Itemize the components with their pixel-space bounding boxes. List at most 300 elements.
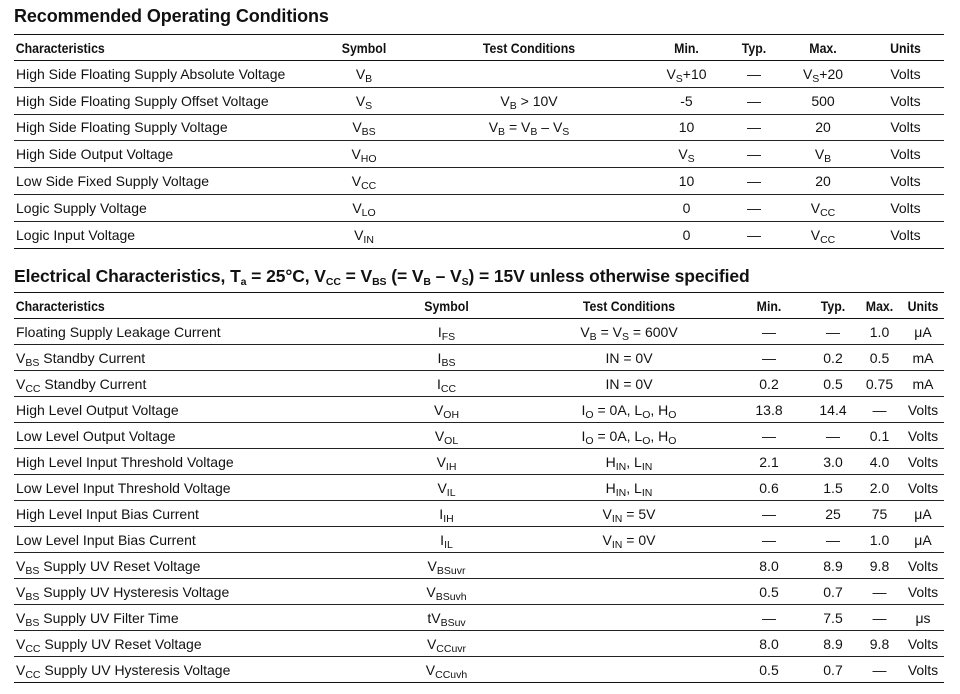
cell-max <box>857 371 902 397</box>
cell-symbol <box>364 501 529 527</box>
cell-text: 0.2 <box>759 375 779 392</box>
cell-units <box>867 194 944 221</box>
cell-max <box>857 553 902 579</box>
cell-test-conditions <box>414 168 644 195</box>
cell-units <box>867 141 944 168</box>
cell-sub: BS <box>25 590 40 603</box>
cell-characteristic <box>14 194 314 221</box>
cell-min <box>729 397 809 423</box>
title-sub: a <box>240 276 247 288</box>
cell-text: Low Level Input Threshold Voltage <box>16 479 231 496</box>
cell-max <box>779 221 867 248</box>
cell-text: Standby Current <box>40 375 147 392</box>
cell-text: — <box>762 427 776 444</box>
electrical-characteristics-section <box>14 264 944 683</box>
cell-sub: O <box>668 408 677 421</box>
cell-text: V <box>351 146 361 163</box>
cell-text: — <box>872 661 887 678</box>
cell-text: I <box>437 349 442 366</box>
header-typ: Typ. <box>732 35 776 61</box>
cell-units <box>902 605 944 631</box>
cell-text: 8.9 <box>823 635 843 652</box>
cell-text: 25 <box>825 505 841 522</box>
cell-text: V <box>810 199 821 216</box>
cell-text: , L <box>626 479 642 496</box>
cell-typ <box>809 371 857 397</box>
cell-min <box>644 114 729 141</box>
cell-text: Volts <box>907 583 939 600</box>
cell-text: Logic Input Voltage <box>16 226 136 243</box>
table-row <box>14 501 944 527</box>
table-row <box>14 194 944 221</box>
cell-text: 500 <box>811 92 835 109</box>
cell-min <box>729 345 809 371</box>
cell-sub: OH <box>443 408 460 421</box>
cell-typ <box>809 657 857 683</box>
cell-units <box>867 61 944 88</box>
cell-test-conditions <box>414 194 644 221</box>
cell-text: H <box>605 453 616 470</box>
cell-units <box>867 221 944 248</box>
cell-text: Supply UV Reset Voltage <box>40 635 202 652</box>
cell-typ <box>809 631 857 657</box>
cell-sub: BSuv <box>440 616 466 629</box>
cell-text: V <box>678 146 688 163</box>
cell-text: Volts <box>907 635 939 652</box>
cell-text: 4.0 <box>869 453 890 470</box>
cell-text: +20 <box>819 65 844 82</box>
cell-max <box>857 423 902 449</box>
cell-min <box>729 631 809 657</box>
cell-min <box>729 657 809 683</box>
cell-typ <box>809 345 857 371</box>
cell-min <box>729 371 809 397</box>
header-characteristics: Characteristics <box>14 293 322 319</box>
cell-text: 1.0 <box>869 323 890 340</box>
cell-sub: IL <box>444 538 453 551</box>
cell-symbol <box>364 371 529 397</box>
cell-text: 0.1 <box>869 427 890 444</box>
cell-text: — <box>826 531 840 548</box>
table-row <box>14 631 944 657</box>
cell-text: 1.0 <box>869 531 890 548</box>
cell-units <box>867 114 944 141</box>
cell-typ <box>729 141 779 168</box>
cell-typ <box>809 423 857 449</box>
cell-text: I <box>581 401 586 418</box>
cell-typ <box>809 475 857 501</box>
cell-text: V <box>355 92 366 109</box>
cell-text: — <box>872 583 887 600</box>
table-row <box>14 397 944 423</box>
cell-text: 2.1 <box>759 453 779 470</box>
header-min: Min. <box>734 293 804 319</box>
cell-sub: IN <box>363 233 374 246</box>
cell-test-conditions <box>529 423 729 449</box>
cell-text: Volts <box>890 92 921 109</box>
cell-min <box>729 579 809 605</box>
title-part: (= V <box>386 266 424 286</box>
cell-text: Supply UV Hysteresis Voltage <box>39 583 230 600</box>
cell-text: H <box>605 479 616 496</box>
cell-text: 10 <box>678 119 695 136</box>
cell-test-conditions <box>414 87 644 114</box>
cell-symbol <box>364 423 529 449</box>
cell-sub: IH <box>445 460 457 473</box>
cell-sub: B <box>498 126 506 139</box>
cell-text: Volts <box>907 479 939 496</box>
cell-text: I <box>581 427 586 444</box>
title-part: = V <box>340 266 373 286</box>
header-characteristics: Characteristics <box>14 35 278 61</box>
cell-text: – V <box>537 119 563 136</box>
cell-text: High Side Floating Supply Absolute Voltage <box>16 65 286 82</box>
cell-sub: CC <box>25 382 41 395</box>
cell-text: Supply UV Reset Voltage <box>39 557 201 574</box>
cell-min <box>729 319 809 345</box>
cell-sub: CCuvr <box>436 642 467 655</box>
cell-min <box>729 527 809 553</box>
cell-text: High Side Floating Supply Offset Voltage <box>16 92 269 109</box>
cell-characteristic <box>14 345 364 371</box>
cell-characteristic <box>14 141 314 168</box>
cell-min <box>729 423 809 449</box>
cell-text: I <box>437 323 442 340</box>
cell-min <box>644 87 729 114</box>
cell-sub: S <box>812 72 820 85</box>
title-sub: S <box>461 276 469 288</box>
cell-sub: IL <box>446 486 456 499</box>
cell-text: Low Level Output Voltage <box>16 427 176 444</box>
cell-min <box>729 553 809 579</box>
cell-text: = 0V <box>622 531 656 548</box>
cell-sub: O <box>642 434 651 447</box>
cell-typ <box>809 397 857 423</box>
cell-characteristic <box>14 87 314 114</box>
cell-text: — <box>826 323 840 340</box>
cell-text: V <box>16 375 26 392</box>
cell-symbol <box>364 397 529 423</box>
cell-units <box>902 553 944 579</box>
cell-min <box>644 141 729 168</box>
recommended-table-body <box>14 61 944 249</box>
cell-text: V <box>352 119 362 136</box>
cell-sub: IN <box>611 538 623 551</box>
cell-text: Volts <box>890 173 921 190</box>
cell-text: V <box>16 583 26 600</box>
cell-sub: O <box>642 408 651 421</box>
cell-min <box>644 221 729 248</box>
cell-text: High Level Input Bias Current <box>16 505 199 522</box>
cell-text: V <box>433 401 444 418</box>
cell-text: V <box>16 635 26 652</box>
cell-max <box>779 141 867 168</box>
cell-text: Volts <box>907 401 939 418</box>
cell-characteristic <box>14 423 364 449</box>
cell-text: 0.7 <box>823 661 843 678</box>
cell-text: Volts <box>890 226 921 243</box>
cell-max <box>857 345 902 371</box>
cell-text: — <box>826 427 840 444</box>
cell-text: Volts <box>907 557 939 574</box>
cell-symbol <box>364 657 529 683</box>
cell-text: — <box>747 92 761 109</box>
cell-symbol <box>364 579 529 605</box>
cell-text: V <box>666 65 676 82</box>
cell-text: 13.8 <box>755 401 783 418</box>
cell-characteristic <box>14 605 364 631</box>
electrical-table <box>14 292 944 683</box>
header-min: Min. <box>649 35 724 61</box>
table-row <box>14 61 944 88</box>
cell-text: V <box>814 146 825 163</box>
cell-text: V <box>602 531 612 548</box>
cell-characteristic <box>14 168 314 195</box>
cell-test-conditions <box>529 371 729 397</box>
cell-characteristic <box>14 553 364 579</box>
header-units: Units <box>905 293 942 319</box>
cell-max <box>779 168 867 195</box>
cell-text: — <box>747 146 761 163</box>
cell-text: Volts <box>907 453 939 470</box>
cell-text: Logic Supply Voltage <box>16 199 147 216</box>
cell-units <box>902 475 944 501</box>
cell-sub: IN <box>615 486 627 499</box>
cell-test-conditions <box>529 553 729 579</box>
cell-text: Standby Current <box>39 349 146 366</box>
cell-typ <box>809 553 857 579</box>
cell-text: = V <box>505 119 531 136</box>
header-test-conditions: Test Conditions <box>541 293 717 319</box>
cell-test-conditions <box>414 141 644 168</box>
cell-text: Floating Supply Leakage Current <box>16 323 221 340</box>
cell-text: μA <box>914 505 932 522</box>
cell-max <box>779 87 867 114</box>
cell-text: Volts <box>890 199 921 216</box>
cell-text: , H <box>650 401 669 418</box>
cell-text: V <box>426 635 437 652</box>
cell-text: V <box>425 661 436 678</box>
header-test-conditions: Test Conditions <box>428 35 630 61</box>
header-max: Max. <box>860 293 900 319</box>
cell-max <box>779 114 867 141</box>
cell-text: V <box>16 349 26 366</box>
cell-test-conditions <box>529 397 729 423</box>
recommended-section-title: Recommended Operating Conditions <box>14 6 329 26</box>
cell-text: Volts <box>907 661 939 678</box>
cell-text: 0.7 <box>823 583 843 600</box>
cell-text: 0 <box>682 226 691 243</box>
cell-text: 9.8 <box>869 557 890 574</box>
title-sub: BS <box>372 276 387 288</box>
cell-sub: CC <box>361 180 377 193</box>
cell-text: tV <box>427 609 441 626</box>
electrical-section-title <box>14 264 944 292</box>
cell-max <box>779 194 867 221</box>
cell-sub: S <box>675 72 683 85</box>
cell-sub: IN <box>641 486 653 499</box>
cell-max <box>857 605 902 631</box>
cell-test-conditions <box>529 657 729 683</box>
table-row <box>14 87 944 114</box>
cell-text: Supply UV Hysteresis Voltage <box>40 661 231 678</box>
cell-sub: FS <box>441 330 456 343</box>
cell-text: V <box>500 92 510 109</box>
cell-text: μA <box>914 531 932 548</box>
cell-sub: O <box>585 434 594 447</box>
cell-min <box>729 449 809 475</box>
cell-symbol <box>314 168 414 195</box>
cell-test-conditions <box>529 449 729 475</box>
cell-text: Low Side Fixed Supply Voltage <box>16 173 210 190</box>
cell-characteristic <box>14 221 314 248</box>
cell-characteristic <box>14 371 364 397</box>
cell-text: mA <box>912 375 934 392</box>
cell-text: V <box>602 505 612 522</box>
cell-test-conditions <box>529 605 729 631</box>
table-row <box>14 168 944 195</box>
title-part: = 25°C, V <box>246 266 326 286</box>
cell-text: 0.75 <box>865 375 894 392</box>
recommended-table <box>14 34 944 249</box>
cell-sub: S <box>365 99 373 112</box>
cell-typ <box>729 194 779 221</box>
cell-text: V <box>352 199 362 216</box>
cell-typ <box>809 501 857 527</box>
cell-units <box>902 631 944 657</box>
cell-units <box>867 168 944 195</box>
cell-characteristic <box>14 501 364 527</box>
cell-characteristic <box>14 527 364 553</box>
table-row <box>14 605 944 631</box>
cell-text: V <box>580 323 590 340</box>
table-row <box>14 579 944 605</box>
cell-text: 10 <box>678 173 695 190</box>
cell-text: 0.2 <box>823 349 843 366</box>
cell-sub: BS <box>25 616 40 629</box>
cell-typ <box>809 579 857 605</box>
cell-typ <box>809 527 857 553</box>
cell-max <box>857 319 902 345</box>
cell-text: — <box>762 349 776 366</box>
cell-characteristic <box>14 397 364 423</box>
cell-test-conditions <box>529 475 729 501</box>
table-row <box>14 475 944 501</box>
cell-min <box>729 501 809 527</box>
title-part: Electrical Characteristics, T <box>14 266 241 286</box>
cell-sub: CCuvh <box>435 668 468 681</box>
table-header-row <box>14 293 944 319</box>
cell-characteristic <box>14 319 364 345</box>
cell-text: IN = 0V <box>605 375 653 392</box>
cell-text: — <box>762 323 776 340</box>
cell-symbol <box>314 87 414 114</box>
cell-max <box>857 449 902 475</box>
cell-text: 0.5 <box>823 375 843 392</box>
cell-symbol <box>314 114 414 141</box>
cell-min <box>729 605 809 631</box>
table-row <box>14 449 944 475</box>
cell-max <box>857 397 902 423</box>
cell-symbol <box>364 631 529 657</box>
cell-sub: BS <box>25 564 40 577</box>
cell-text: 2.0 <box>869 479 890 496</box>
cell-text: V <box>16 661 26 678</box>
cell-characteristic <box>14 631 364 657</box>
cell-text: High Level Input Threshold Voltage <box>16 453 234 470</box>
cell-text: 20 <box>815 173 831 190</box>
cell-text: — <box>762 531 776 548</box>
cell-sub: S <box>562 126 570 139</box>
cell-sub: BS <box>361 126 376 139</box>
cell-sub: IN <box>611 512 623 525</box>
cell-symbol <box>314 194 414 221</box>
table-header-row <box>14 35 944 61</box>
cell-sub: BSuvh <box>435 590 467 603</box>
cell-sub: CC <box>440 382 457 395</box>
cell-sub: HO <box>360 153 377 166</box>
cell-units <box>902 449 944 475</box>
cell-text: Volts <box>890 65 921 82</box>
cell-text: , H <box>650 427 669 444</box>
cell-max <box>857 501 902 527</box>
cell-text: 0 <box>682 199 691 216</box>
cell-text: V <box>436 453 446 470</box>
cell-text: Low Level Input Bias Current <box>16 531 196 548</box>
cell-text: — <box>872 609 887 626</box>
cell-max <box>857 579 902 605</box>
cell-units <box>902 345 944 371</box>
cell-sub: S <box>621 330 629 343</box>
cell-typ <box>729 168 779 195</box>
cell-text: 20 <box>815 119 831 136</box>
cell-text: — <box>747 226 761 243</box>
header-typ: Typ. <box>812 293 854 319</box>
cell-sub: B <box>509 99 517 112</box>
cell-text: I <box>440 531 445 548</box>
cell-test-conditions <box>529 319 729 345</box>
cell-sub: CC <box>25 642 41 655</box>
cell-sub: OL <box>444 434 459 447</box>
cell-typ <box>729 61 779 88</box>
cell-sub: IN <box>615 460 627 473</box>
cell-sub: S <box>687 153 695 166</box>
cell-text: V <box>427 557 437 574</box>
cell-text: mA <box>912 349 934 366</box>
cell-characteristic <box>14 657 364 683</box>
cell-text: Volts <box>907 427 939 444</box>
cell-sub: B <box>365 72 373 85</box>
cell-text: Volts <box>890 146 921 163</box>
cell-text: 0.6 <box>759 479 779 496</box>
cell-typ <box>729 114 779 141</box>
cell-text: — <box>762 609 776 626</box>
table-row <box>14 527 944 553</box>
table-row <box>14 345 944 371</box>
cell-text: High Side Output Voltage <box>16 146 174 163</box>
cell-text: V <box>355 65 366 82</box>
cell-test-conditions <box>529 631 729 657</box>
cell-symbol <box>364 605 529 631</box>
cell-text: High Level Output Voltage <box>16 401 179 418</box>
cell-symbol <box>364 527 529 553</box>
cell-text: μs <box>915 609 931 626</box>
cell-min <box>729 475 809 501</box>
cell-sub: B <box>530 126 538 139</box>
table-row <box>14 141 944 168</box>
cell-max <box>857 475 902 501</box>
cell-units <box>902 423 944 449</box>
